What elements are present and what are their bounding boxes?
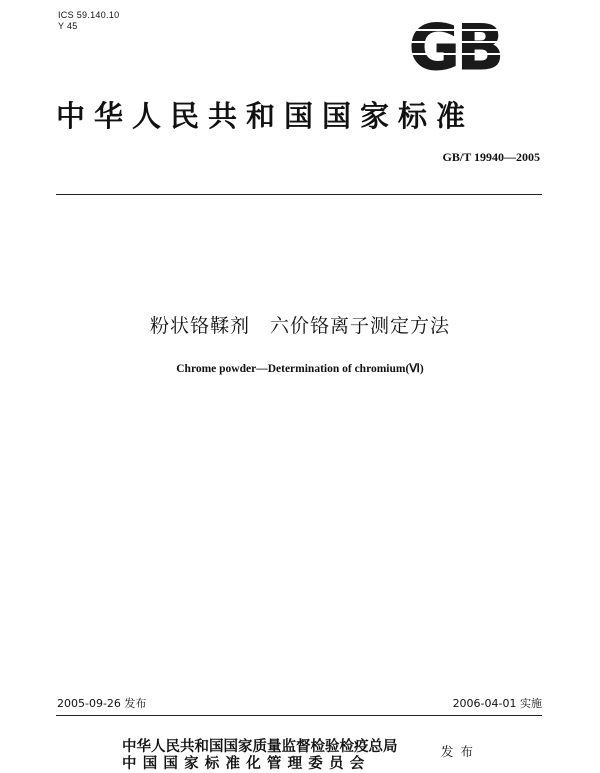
bottom-divider (56, 715, 542, 716)
ics-code: ICS 59.140.10 (58, 10, 120, 20)
gb-logo (396, 16, 514, 76)
gb-logo-text: GB (408, 16, 502, 76)
implementation-date: 2006-04-01 实施 (452, 697, 542, 710)
issuer-aqsiq: 中华人民共和国国家质量监督检验检疫总局 (122, 738, 398, 755)
classification-codes (58, 10, 119, 32)
document-title-chinese: 粉状铬鞣剂 六价铬离子测定方法 (149, 315, 450, 337)
publish-label: 发布 (441, 744, 481, 759)
standard-number: GB/T 19940—2005 (442, 150, 540, 164)
issue-date: 2005-09-26 发布 (57, 697, 147, 710)
category-code: Y 45 (58, 21, 78, 31)
issuer-sac: 中国国家标准化管理委员会 (122, 755, 371, 772)
document-title-english: Chrome powder—Determination of chromium(Ⅵ) (176, 363, 424, 375)
top-divider (56, 194, 542, 195)
national-standard-title: 中华人民共和国国家标准 (56, 99, 475, 133)
